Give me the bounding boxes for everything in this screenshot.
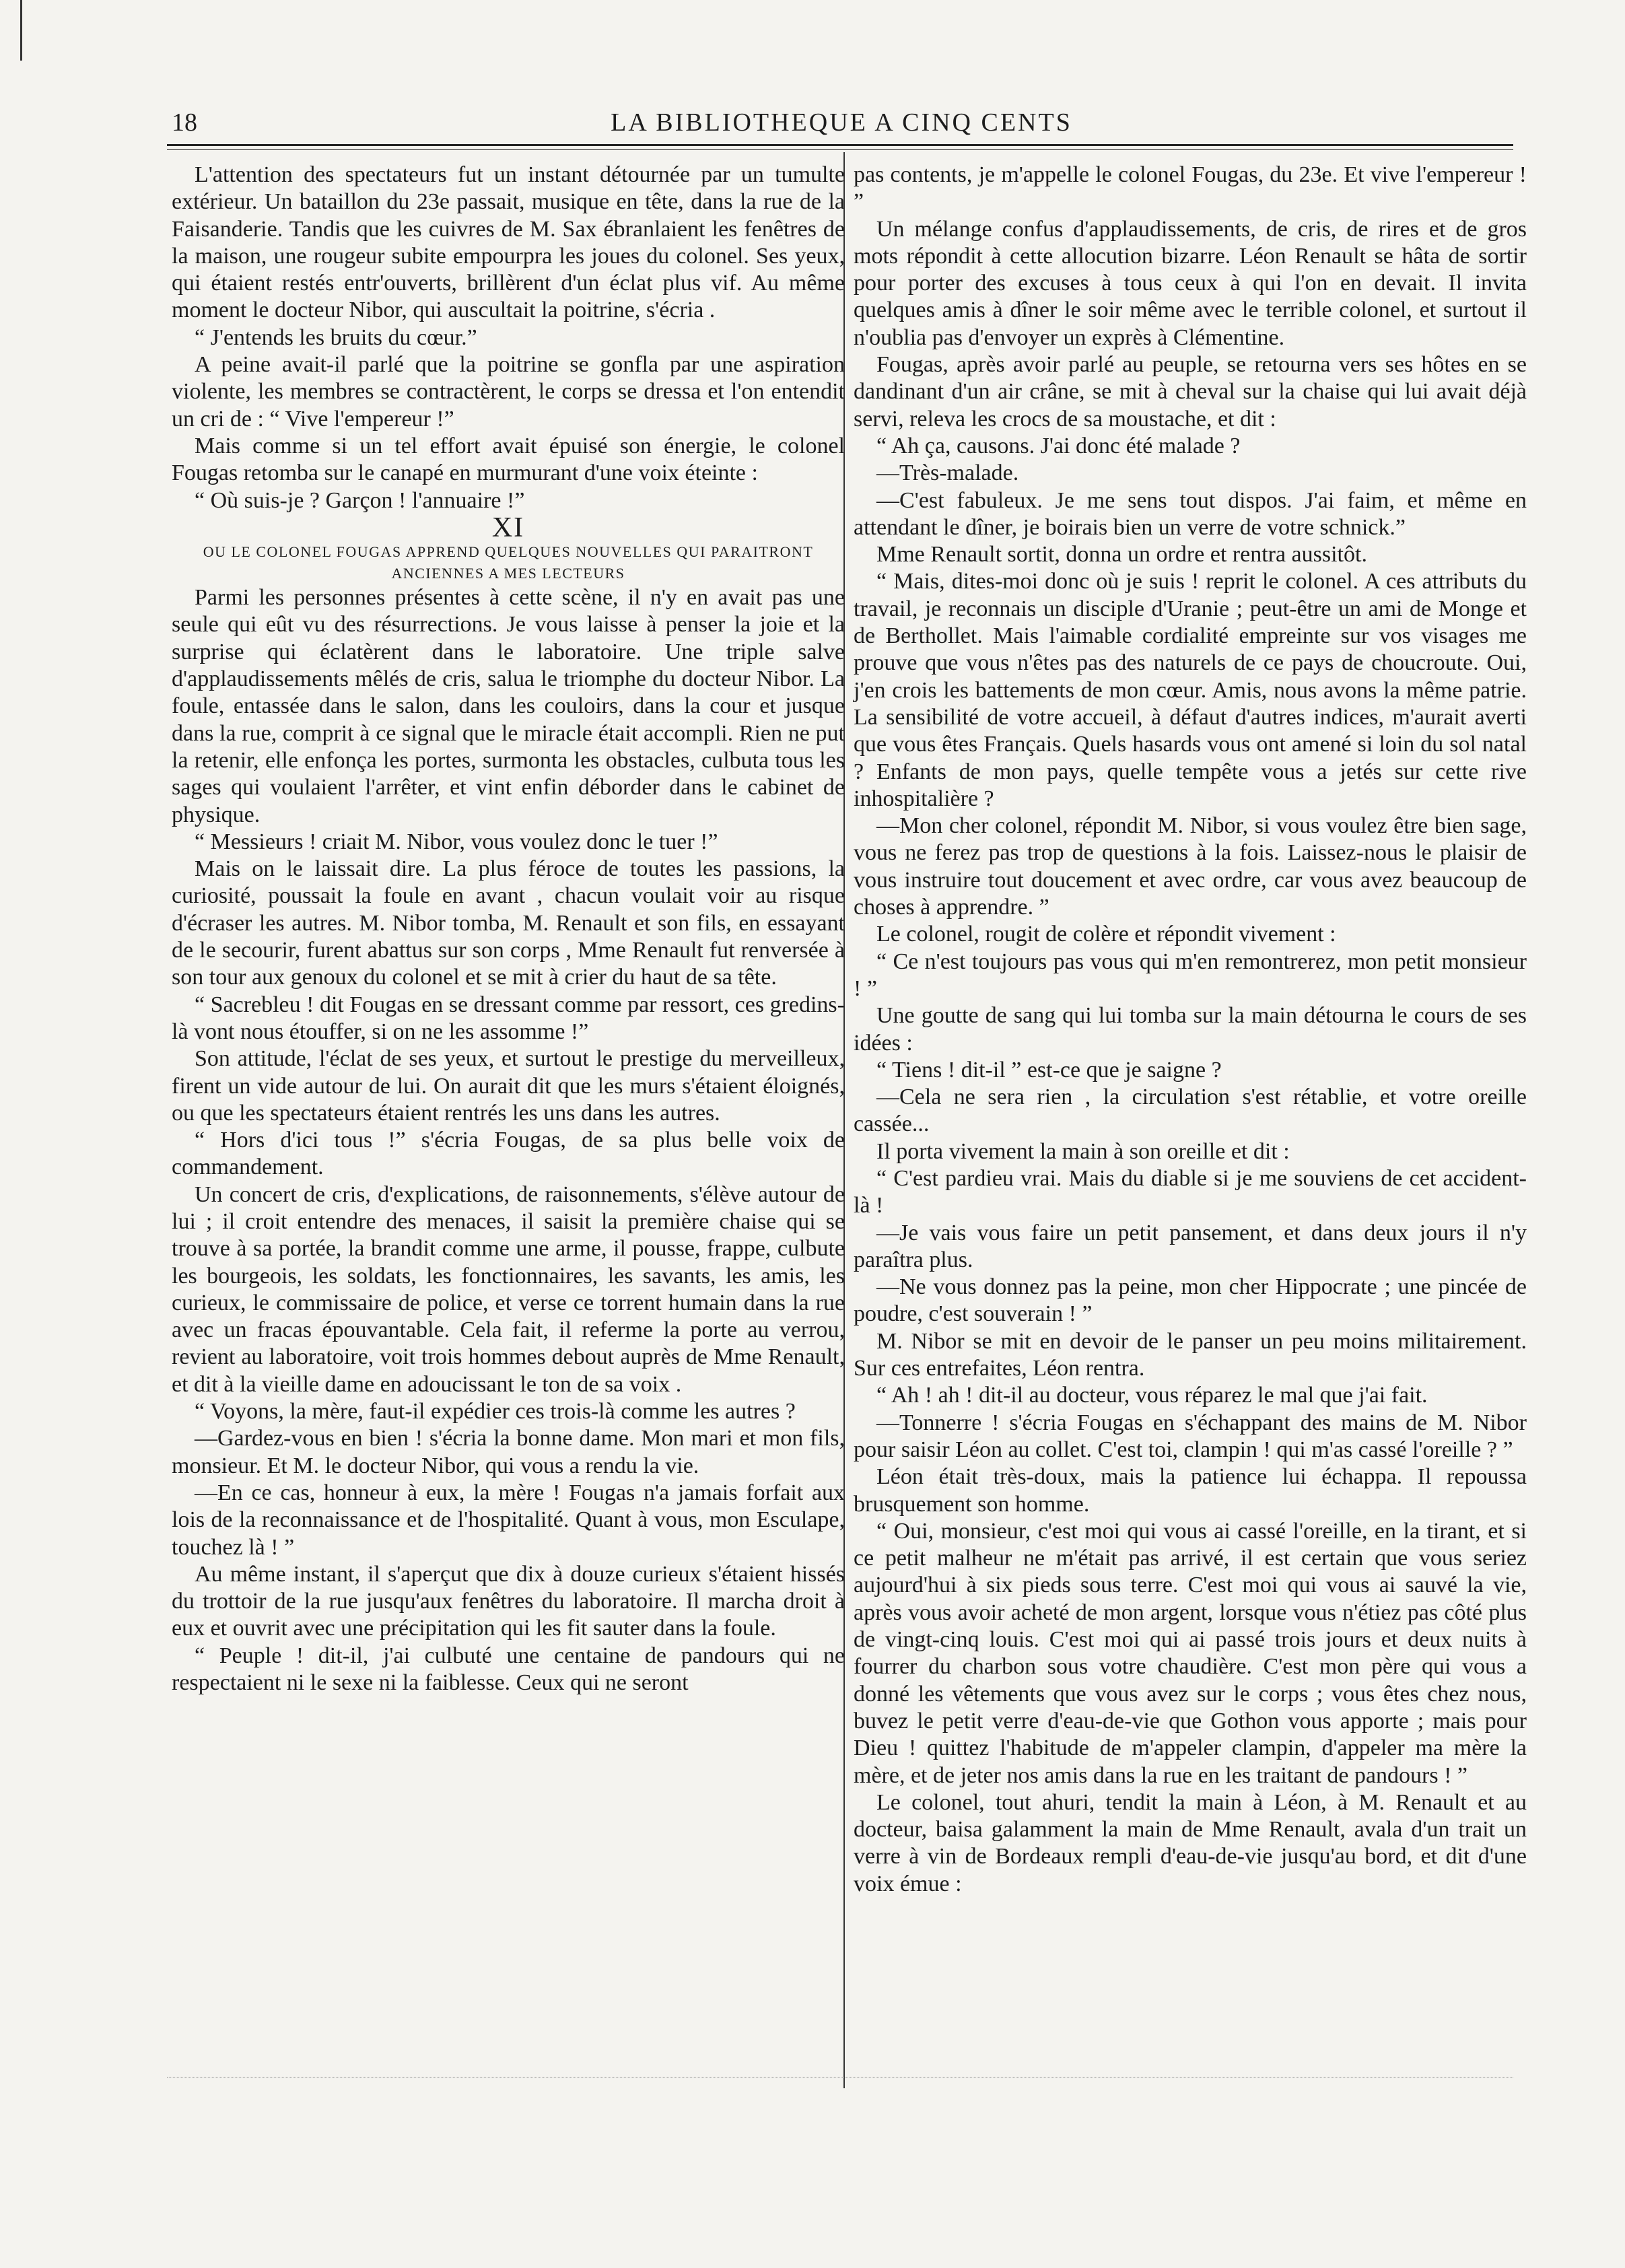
paragraph: pas contents, je m'appelle le colonel Fougas, du 23e. Et vive l'empereur ! ” [854, 162, 1527, 215]
paragraph: Mme Renault sortit, donna un ordre et rentra aussitôt. [876, 542, 1367, 568]
left-column [172, 162, 845, 1696]
paragraph: A peine avait-il parlé que la poitrine se gonfla par une aspiration violente, les membres se contractèrent, le corps se dressa et l'on entendit un cri de : “ Vive l'empereur !” [172, 352, 845, 432]
paragraph: Le colonel, rougit de colère et répondit vivement : [876, 922, 1336, 947]
paragraph: —Tonnerre ! s'écria Fougas en s'échappant des mains de M. Nibor pour saisir Léon au collet. C'est toi, clampin ! qui m'as cassé l'oreille ? ” [854, 1410, 1527, 1462]
paragraph: —Ne vous donnez pas la peine, mon cher Hippocrate ; une pincée de poudre, c'est souverain ! ” [854, 1274, 1527, 1327]
column-divider [843, 152, 845, 2088]
chapter-number: XI [491, 512, 525, 543]
paragraph: Fougas, après avoir parlé au peuple, se retourna vers ses hôtes en se dandinant d'un air crâne, se mit à cheval sur la chaise qui lui avait déjà servi, releva les crocs de sa moustache, et dit : [854, 352, 1527, 432]
paragraph: —En ce cas, honneur à eux, la mère ! Fougas n'a jamais forfait aux lois de la reconnaissance et de l'hospitalité. Quant à vous, mon Esculape, touchez là ! ” [172, 1480, 845, 1560]
paragraph: M. Nibor se mit en devoir de le panser un peu moins militairement. Sur ces entrefaites, Léon rentra. [854, 1328, 1527, 1381]
paragraph: —Mon cher colonel, répondit M. Nibor, si vous voulez être bien sage, vous ne ferez pas trop de questions à la fois. Laissez-nous le plaisir de vous instruire tout doucement et avec ordre, car vous avez beaucoup de choses à apprendre. ” [854, 813, 1527, 920]
chapter-title: OU LE COLONEL FOUGAS APPREND QUELQUES NOUVELLES QUI PARAITRONT ANCIENNES A MES LECTEURS [203, 543, 814, 582]
paragraph: “ Sacrebleu ! dit Fougas en se dressant comme par ressort, ces gredins-là vont nous étouffer, si on ne les assomme !” [172, 992, 845, 1044]
paragraph: “ Hors d'ici tous !” s'écria Fougas, de sa plus belle voix de commandement. [172, 1128, 845, 1180]
paragraph: Un concert de cris, d'explications, de raisonnements, s'élève autour de lui ; il croit entendre des menaces, il saisit la première chaise qui se trouve à sa portée, la brandit comme une arme, il pousse, frappe, culbute les bourgeois, les soldats, les fonctionnaires, les savants, les amis, les curieux, le commissaire de police, et verse ce torrent humain dans la rue avec un fracas épouvantable. Cela fait, il referme la porte au verrou, revient au laboratoire, voit trois hommes debout auprès de Mme Renault, et dit à la vieille dame en adoucissant le ton de sa voix . [172, 1181, 845, 1397]
paragraph: —C'est fabuleux. Je me sens tout dispos. J'ai faim, et même en attendant le dîner, je boirais bien un verre de votre schnick.” [854, 487, 1527, 540]
header-rule [167, 144, 1513, 150]
paragraph: Un mélange confus d'applaudissements, de cris, de rires et de gros mots répondit à cette allocution bizarre. Léon Renault se hâta de sortir pour porter des excuses à tous ceux à qui l'on en devait. Il invita quelques amis à dîner le soir même avec le terrible colonel, et surtout il n'oublia pas d'envoyer un exprès à Clémentine. [854, 216, 1527, 350]
paragraph: —Gardez-vous en bien ! s'écria la bonne dame. Mon mari et mon fils, monsieur. Et M. le docteur Nibor, qui vous a rendu la vie. [172, 1426, 845, 1478]
paragraph: Son attitude, l'éclat de ses yeux, et surtout le prestige du merveilleux, firent un vide autour de lui. On aurait dit que les murs s'étaient éloignés, ou que les spectateurs étaient rentrés les uns dans les autres. [172, 1046, 845, 1126]
paragraph: Au même instant, il s'aperçut que dix à douze curieux s'étaient hissés du trottoir de la rue jusqu'aux fenêtres du laboratoire. Il marcha droit à eux et ouvrit avec une précipitation qui les fit sauter dans la foule. [172, 1561, 845, 1641]
paragraph: L'attention des spectateurs fut un instant détournée par un tumulte extérieur. Un bataillon du 23e passait, musique en tête, dans la rue de la Faisanderie. Tandis que les cuivres de M. Sax ébranlaient les fenêtres de la maison, une rougeur subite empourpra les joues du colonel. Ses yeux, qui étaient restés entr'ouverts, brillèrent d'un éclat plus vif. Au même moment le docteur Nibor, qui auscultait la poitrine, s'écria . [172, 162, 845, 323]
paragraph: Léon était très-doux, mais la patience lui échappa. Il repoussa brusquement son homme. [854, 1464, 1527, 1517]
paragraph: —Cela ne sera rien , la circulation s'est rétablie, et votre oreille cassée... [854, 1085, 1527, 1137]
paragraph: Mais on le laissait dire. La plus féroce de toutes les passions, la curiosité, poussait la foule en avant , chacun voulait voir au risque d'écraser les autres. M. Nibor tomba, M. Renault et son fils, en essayant de le secourir, furent abattus sur son corps , Mme Renault fut renversée à son tour aux genoux du colonel et se mit à crier du haut de sa tête. [172, 856, 845, 990]
paragraph: “ J'entends les bruits du cœur.” [195, 324, 477, 350]
paragraph: Mais comme si un tel effort avait épuisé son énergie, le colonel Fougas retomba sur le canapé en murmurant d'une voix éteinte : [172, 433, 845, 486]
paragraph: “ Tiens ! dit-il ” est-ce que je saigne ? [876, 1057, 1222, 1083]
page-number: 18 [172, 108, 197, 137]
paragraph: “ Messieurs ! criait M. Nibor, vous voulez donc le tuer !” [195, 829, 718, 854]
margin-binding-mark [20, 0, 22, 61]
paragraph: “ Ce n'est toujours pas vous qui m'en remontrerez, mon petit monsieur ! ” [854, 949, 1527, 1001]
paragraph: “ Ah ! ah ! dit-il au docteur, vous réparez le mal que j'ai fait. [876, 1383, 1428, 1408]
running-title: LA BIBLIOTHEQUE A CINQ CENTS [611, 108, 1072, 137]
paragraph: “ Ah ça, causons. J'ai donc été malade ? [876, 433, 1241, 458]
paragraph: Le colonel, tout ahuri, tendit la main à Léon, à M. Renault et au docteur, baisa galamment la main de Mme Renault, avala d'un trait un verre à vin de Bordeaux rempli d'eau-de-vie jusqu'au bord, et dit d'une voix émue : [854, 1789, 1527, 1896]
paragraph: “ Peuple ! dit-il, j'ai culbuté une centaine de pandours qui ne respectaient ni le sexe ni la faiblesse. Ceux qui ne seront [172, 1643, 845, 1696]
paragraph: Une goutte de sang qui lui tomba sur la main détourna le cours de ses idées : [854, 1003, 1527, 1056]
paragraph: “ Où suis-je ? Garçon ! l'annuaire !” [195, 487, 525, 513]
paragraph: “ Voyons, la mère, faut-il expédier ces trois-là comme les autres ? [195, 1399, 796, 1424]
paragraph: —Je vais vous faire un petit pansement, et dans deux jours il n'y paraîtra plus. [854, 1220, 1527, 1272]
paragraph: “ Oui, monsieur, c'est moi qui vous ai cassé l'oreille, en la tirant, et si ce petit malheur ne m'était pas arrivé, il est certain que vous seriez aujourd'hui à six pieds sous terre. C'est moi qui vous ai sauvé la vie, après vous avoir acheté de mon argent, lorsque vous n'étiez pas côté plus de vingt-cinq louis. C'est moi qui ai passé trois jours et deux nuits à fourrer du charbon sous votre chaudière. C'est mon père qui vous a donné les vêtements que vous avez sur le corps ; vous êtes chez nous, buvez le petit verre d'eau-de-vie que Gothon vous apporte ; mais pour Dieu ! quittez l'habitude de m'appeler clampin, d'appeler ma mère la mère, et de jeter nos amis dans la rue en les traitant de pandours ! ” [854, 1518, 1527, 1788]
right-column [854, 162, 1527, 1898]
paragraph: “ Mais, dites-moi donc où je suis ! reprit le colonel. A ces attributs du travail, je reconnais un disciple d'Uranie ; peut-être un ami de Monge et de Berthollet. Mais l'aimable cordialité empreinte sur vos visages me prouve que vous n'êtes pas des naturels de ce pays de choucroute. Oui, j'en crois les battements de mon cœur. Amis, nous avons la même patrie. La sensibilité de votre accueil, à défaut d'autres indices, m'aurait averti que vous êtes Français. Quels hasards vous ont amené si loin du sol natal ? Enfants de mon pays, quelle tempête vous a jetés sur cette rive inhospitalière ? [854, 569, 1527, 811]
paragraph: —Très-malade. [876, 460, 1019, 486]
paragraph: “ C'est pardieu vrai. Mais du diable si je me souviens de cet accident-là ! [854, 1165, 1527, 1218]
page-header [172, 108, 1511, 148]
paragraph: Parmi les personnes présentes à cette scène, il n'y en avait pas une seule qui eût vu des résurrections. Je vous laisse à penser la joie et la surprise qui éclatèrent dans le laboratoire. Une triple salve d'applaudissements mêlés de cris, salua le triomphe du docteur Nibor. La foule, entassée dans le salon, dans les couloirs, dans la cour et jusque dans la rue, comprit à ce signal que le miracle était accompli. Rien ne put la retenir, elle enfonça les portes, surmonta les obstacles, culbuta tous les sages qui voulaient l'arrêter, et vint enfin déborder dans le cabinet de physique. [172, 585, 845, 827]
paragraph: Il porta vivement la main à son oreille et dit : [876, 1138, 1290, 1164]
